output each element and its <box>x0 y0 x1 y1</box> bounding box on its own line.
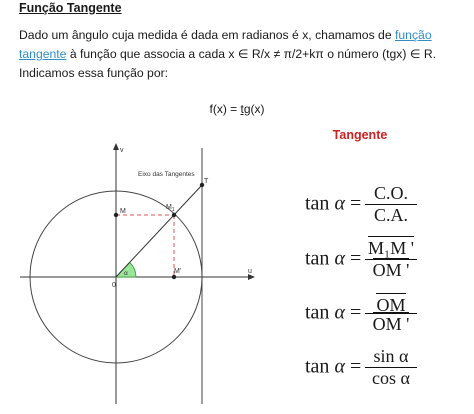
eq4-lhs: tan α = <box>305 355 362 378</box>
eq2-numerator: M₁M ' <box>367 238 415 258</box>
tan-equation-1 <box>305 184 465 224</box>
label-mprime: M' <box>174 268 182 275</box>
label-tangent-axis: Eixo das Tangentes <box>138 171 195 178</box>
label-m1-main: M <box>166 204 172 211</box>
label-t: T <box>204 178 209 185</box>
eq4-tan: tan <box>305 355 330 378</box>
label-alpha: α <box>124 270 128 277</box>
formula-arg: (x) <box>250 102 265 116</box>
tangente-title: Tangente <box>332 128 388 142</box>
label-m1 <box>166 204 175 213</box>
tan-equation-2 <box>305 239 465 279</box>
eq3-fraction <box>365 293 417 333</box>
paragraph-text-1: Dado um ângulo cuja medida é dada em radianos é x, chamamos de <box>19 28 396 42</box>
formula-tg: tg <box>240 102 251 116</box>
page-heading: Função Tangente <box>19 1 122 15</box>
eq1-fraction <box>365 184 417 224</box>
eq2-denominator-wrap <box>365 260 417 280</box>
eq2-numerator-wrap <box>365 238 417 258</box>
formula-lhs: f(x) = <box>209 102 241 116</box>
tan-equation-4 <box>305 347 465 387</box>
label-v: v <box>120 147 124 154</box>
label-origin: 0 <box>112 282 116 289</box>
eq1-denominator: C.A. <box>373 205 408 225</box>
eq2-denominator: OM ' <box>372 260 410 280</box>
point-mprime-dot <box>172 275 176 279</box>
eq2-alpha: α <box>334 247 345 270</box>
point-m1-dot <box>172 213 176 217</box>
eq1-alpha: α <box>334 192 345 215</box>
eq2-lhs: tan α = <box>305 247 362 270</box>
eq3-alpha: α <box>334 301 345 324</box>
unit-circle-diagram <box>0 130 300 414</box>
eq4-numerator: sin α <box>373 346 409 366</box>
vertical-axis-arrow <box>113 143 119 150</box>
eq3-denominator-wrap <box>365 314 417 334</box>
eq4-denominator: cos α <box>372 368 410 388</box>
eq4-alpha: α <box>334 355 345 378</box>
label-m1-sub: 1 <box>171 207 175 213</box>
intro-paragraph <box>19 26 467 83</box>
eq2-tan: tan <box>305 247 330 270</box>
eq3-denominator: OM ' <box>372 314 410 334</box>
eq1-tan: tan <box>305 192 330 215</box>
eq2-fraction <box>365 239 417 279</box>
eq1-lhs: tan α = <box>305 192 362 215</box>
eq4-fraction <box>365 347 417 387</box>
eq3-numerator: OM <box>376 295 406 315</box>
definition-formula <box>0 102 474 116</box>
eq3-lhs: tan α = <box>305 301 362 324</box>
label-u: u <box>248 268 252 275</box>
label-m: M <box>120 208 126 215</box>
point-m-dot <box>114 213 118 217</box>
eq3-tan: tan <box>305 301 330 324</box>
tan-equation-3 <box>305 293 465 333</box>
paragraph-text-2: à função que associa a cada x ∈ R/x ≠ π/2+kπ o número (tgx) ∈ R. Indicamos essa função por: <box>19 47 437 80</box>
eq1-numerator: C.O. <box>373 183 408 203</box>
function-tangent-link[interactable]: função tangente <box>19 28 432 61</box>
